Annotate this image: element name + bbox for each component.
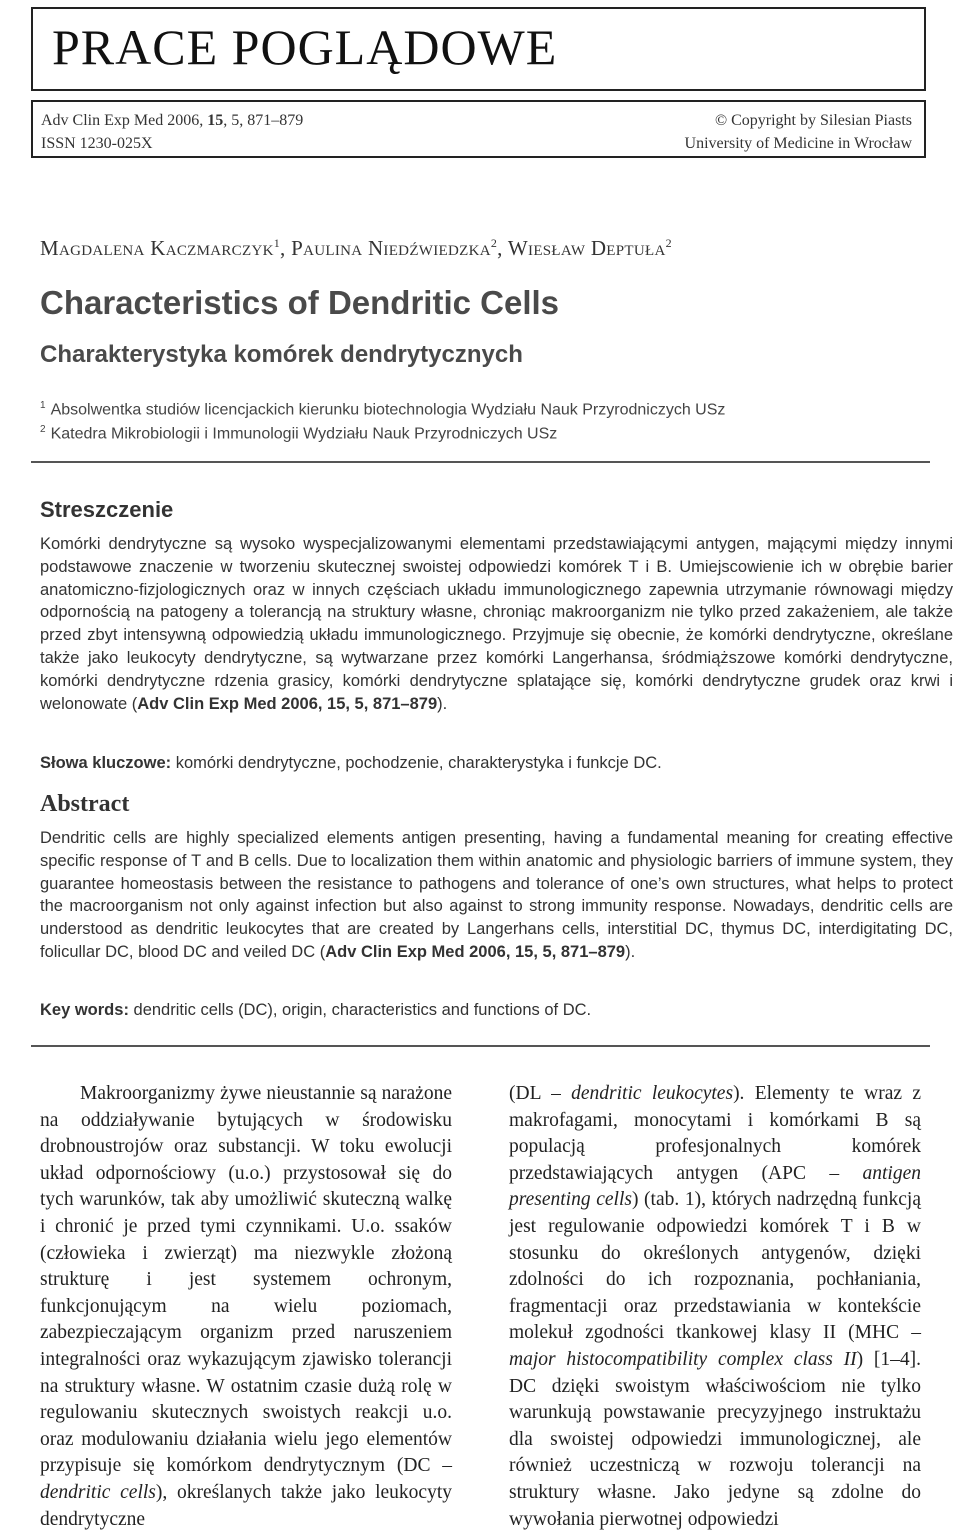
title-english: Characteristics of Dendritic Cells — [40, 284, 560, 321]
body-right-d: ) [1–4]. DC dzięki swoistym właściwościom nie tylko warunkują powstawanie precyzyjnego instruktażu dla swoistej odpowiedzi immunologicznej, ale również uczestniczą w rozwoju tolerancji na struktury własne. Jako jedyne są zdolne do wywołania pierwotnej odpowiedzi — [509, 1348, 921, 1530]
abstract-keywords — [40, 1001, 940, 1020]
affiliation-text: Katedra Mikrobiologii i Immunologii Wydziału Nauk Przyrodniczych USz — [50, 425, 558, 443]
keywords-label-pl: Słowa kluczowe: — [40, 754, 172, 772]
affiliation-sup: 2 — [40, 424, 46, 435]
section-title: PRACE POGLĄDOWE — [52, 19, 558, 75]
body-left-italic: dendritic cells — [40, 1481, 156, 1503]
author-name: Wiesław Deptuła — [507, 236, 666, 260]
body-column-right — [509, 1081, 921, 1533]
divider-top — [31, 461, 930, 463]
journal-volume: 15 — [207, 112, 224, 129]
copyright-line-2: University of Medicine in Wrocław — [684, 135, 912, 152]
streszczenie-end: ). — [437, 694, 448, 713]
body-right-c: ) (tab. 1), których nadrzędną funkcją jest regulowanie odpowiedzi komórek T i B w stosunku do określonych antygenów, dzięki zdolności do ich rozpoznania, pochłaniania, fragmentacji oraz przedstawiania w kontekście molekuł zgodności tkankowej klasy II (MHC – — [509, 1189, 921, 1344]
author-sup: 1 — [273, 236, 281, 250]
citation-box — [31, 100, 926, 158]
affiliation-1 — [40, 400, 725, 419]
streszczenie-keywords — [40, 754, 940, 773]
body-right-i2: antigen presenting cells — [509, 1162, 921, 1211]
journal-issue: , 5, 871–879 — [223, 112, 304, 129]
body-right-i3: major histocompatibility complex class II — [509, 1348, 857, 1370]
keywords-label-en: Key words: — [40, 1001, 129, 1019]
streszczenie-heading: Streszczenie — [40, 497, 174, 522]
streszczenie-body — [40, 533, 953, 715]
journal-citation — [41, 109, 303, 155]
author-name: Magdalena Kaczmarczyk — [40, 236, 274, 260]
abstract-heading: Abstract — [40, 791, 130, 817]
affiliation-text: Absolwentka studiów licencjackich kierunku biotechnologia Wydziału Nauk Przyrodniczych USz — [50, 401, 726, 419]
copyright-line-1: © Copyright by Silesian Piasts — [714, 112, 912, 129]
author-sup: 2 — [490, 236, 498, 250]
journal-line: Adv Clin Exp Med 2006, — [41, 112, 208, 129]
keywords-en: dendritic cells (DC), origin, characteristics and functions of DC. — [128, 1001, 592, 1019]
abstract-body — [40, 827, 953, 964]
author-name: Paulina Niedźwiedzka — [291, 236, 491, 260]
title-polish: Charakterystyka komórek dendrytycznych — [40, 341, 523, 368]
body-column-left — [40, 1081, 452, 1533]
body-right-b: ). Elementy te wraz z makrofagami, monocytami i komórkami B są populacją profesjonalnych komórek przedstawiających antygen (APC – — [509, 1083, 922, 1184]
body-right-a: (DL – — [509, 1083, 572, 1104]
copyright-notice — [685, 109, 912, 155]
authors: Magdalena Kaczmarczyk$^1$, Paulina Niedźwiedzka$^2$, Wiesław Deptuła$^2$ — [40, 236, 672, 260]
divider-bottom — [31, 1045, 930, 1047]
body-left-text: Makroorganizmy żywe nieustannie są narażone na oddziaływanie bytujących w środowisku drobnoustrojów oraz substancji. W toku ewolucji układ odpornościowy (u.o.) przystosował się do tych warunków, tak aby umożliwić skuteczną walkę i chronić je przed tymi czynnikami. U.o. ssaków (człowieka i zwierząt) ma niezwykle złożoną strukturę i jest systemem ochronym, funkcjonującym na wielu poziomach, zabezpieczającym organizm przed naruszeniem integralności oraz wykazującym zjawisko tolerancji na struktury własne. W ostatnim czasie dużą rolę w regulowaniu skutecznych swoistych reakcji u.o. oraz modulowaniu działania wielu jego elementów przypisuje się komórkom dendrytycznym (DC – — [40, 1083, 452, 1477]
streszczenie-text: Komórki dendrytyczne są wysoko wyspecjalizowanymi elementami przedstawiającymi antygen, mającymi między innymi podstawowe znaczenie w tworzeniu skutecznej swoistej odpowiedzi komórek T i B. Umiejscowienie ich w obrębie barier anatomiczno-fizjologicznych oraz w innych częściach układu immunologicznego zapewnia utrzymanie równowagi między odpornością na patogeny a tolerancją na struktury własne, chroniąc makroorganizm nie tylko przed zakażeniem, ale także przed zbyt intensywną odpowiedzią układu immunologicznego. Przyjmuje się obecnie, że komórki dendrytyczne, określane także jako leukocyty dendrytyczne, są wytwarzane przez komórki Langerhansa, śródmiąższowe komórki dendrytyczne, komórki dendrytyczne rdzenia grasicy, komórki dendrytyczne splatające się, komórki dendrytyczne grudek oraz krwi i welonowate ( — [40, 535, 953, 713]
author-sup: 2 — [665, 236, 672, 250]
abstract-text: Dendritic cells are highly specialized elements antigen presenting, having a fundamental meaning for creating effective specific response of T and B cells. Due to localization them within anatomic and physiologic barriers of immune system, they guarantee homeostasis between the resistance to pathogens and tolerance of one’s own structures, what helps to protect the macroorganism not only against infection but also against to strong immunity response. Nowadays, dendritic cells are understood as dendritic leukocytes that are created by Langerhans cells, interstitial DC, thymus DC, interdigitating DC, folicullar DC, blood DC and veiled DC ( — [40, 829, 953, 961]
affiliation-sup: 1 — [40, 400, 46, 411]
keywords-pl: komórki dendrytyczne, pochodzenie, charakterystyka i funkcje DC. — [171, 754, 662, 772]
issn: ISSN 1230-025X — [41, 135, 153, 152]
abstract-end: ). — [625, 942, 636, 961]
body-right-i1: dendritic leukocytes — [571, 1083, 734, 1104]
body-left-end: ), określanych także jako leukocyty dendrytyczne — [40, 1481, 452, 1530]
affiliation-2 — [40, 424, 557, 443]
abstract-citation: Adv Clin Exp Med 2006, 15, 5, 871–879 — [325, 942, 626, 961]
streszczenie-citation: Adv Clin Exp Med 2006, 15, 5, 871–879 — [137, 694, 438, 713]
